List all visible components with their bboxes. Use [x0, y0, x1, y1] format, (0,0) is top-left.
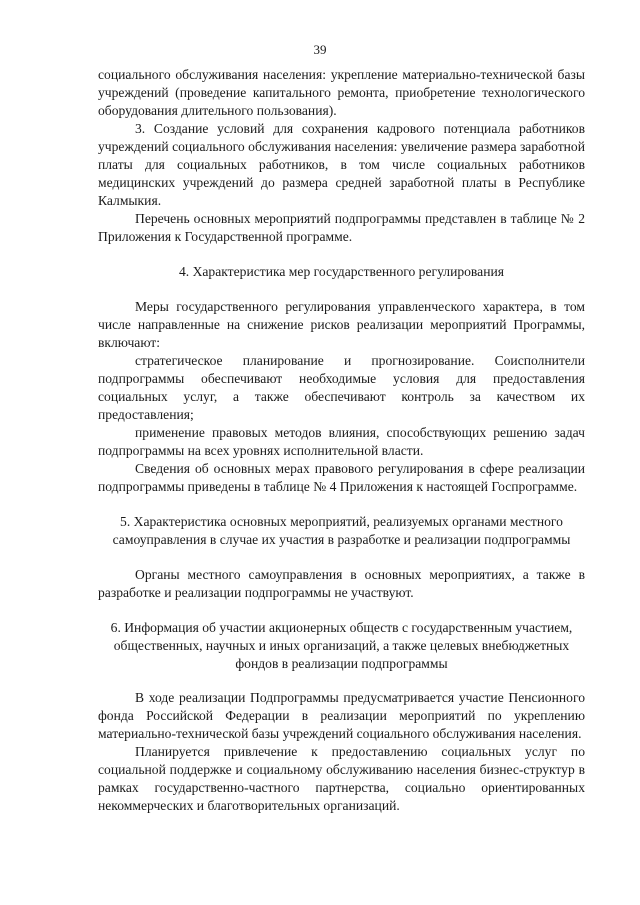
paragraph-legal-methods: применение правовых методов влияния, способствующих решению задач подпрограммы на всех уровнях исполнительной власти. [98, 425, 585, 458]
paragraph-pension-fund: В ходе реализации Подпрограммы предусматривается участие Пенсионного фонда Российской Федерации в реализации мероприятий по укреплению материально-технической базы учреждений социального обслуживания населения. [98, 690, 585, 741]
paragraph-business-partnership: Планируется привлечение к предоставлению социальных услуг по социальной поддержке и социальному обслуживанию населения бизнес-структур в рамках государственно-частного партнерства, социально ориентированных некоммерческих и благотворительных организаций. [98, 744, 585, 813]
paragraph-staff-conditions: 3. Создание условий для сохранения кадрового потенциала работников учреждений социального обслуживания населения: увеличение размера заработной платы для социальных работников, в том числе социальных работников медицинских учреждений до размера средней заработной платы в Республике Калмыкия. [98, 121, 585, 208]
section-heading-4: 4. Характеристика мер государственного регулирования [178, 264, 505, 279]
paragraph-regulation-measures: Меры государственного регулирования управленческого характера, в том числе направленные на снижение рисков реализации мероприятий Программы, включают: [98, 299, 585, 350]
paragraph-activities-list: Перечень основных мероприятий подпрограммы представлен в таблице № 2 Приложения к Государственной программе. [98, 211, 585, 244]
section-heading-6: 6. Информация об участии акционерных обществ с государственным участием, общественных, научных и иных организаций, а также целевых внебюджетных фондов в реализации подпрограммы [110, 620, 573, 671]
section-heading-5: 5. Характеристика основных мероприятий, реализуемых органами местного самоуправления в случае их участия в разработке и реализации подпрограммы [112, 514, 571, 547]
paragraph-social-service-continued: социального обслуживания населения: укрепление материально-технической базы учреждений (проведение капитального ремонта, приобретение технологического оборудования длительного пользования). [98, 67, 585, 118]
paragraph-strategic-planning: стратегическое планирование и прогнозирование. Соисполнители подпрограммы обеспечивают необходимые условия для предоставления социальных услуг, а также обеспечивают контроль за качеством их предоставления; [98, 353, 585, 422]
page-content [98, 66, 585, 815]
paragraph-legal-regulation-info: Сведения об основных мерах правового регулирования в сфере реализации подпрограммы приведены в таблице № 4 Приложения к настоящей Госпрограмме. [98, 461, 585, 494]
paragraph-local-government: Органы местного самоуправления в основных мероприятиях, а также в разработке и реализации подпрограммы не участвуют. [98, 567, 585, 600]
page-number: 39 [313, 42, 327, 57]
